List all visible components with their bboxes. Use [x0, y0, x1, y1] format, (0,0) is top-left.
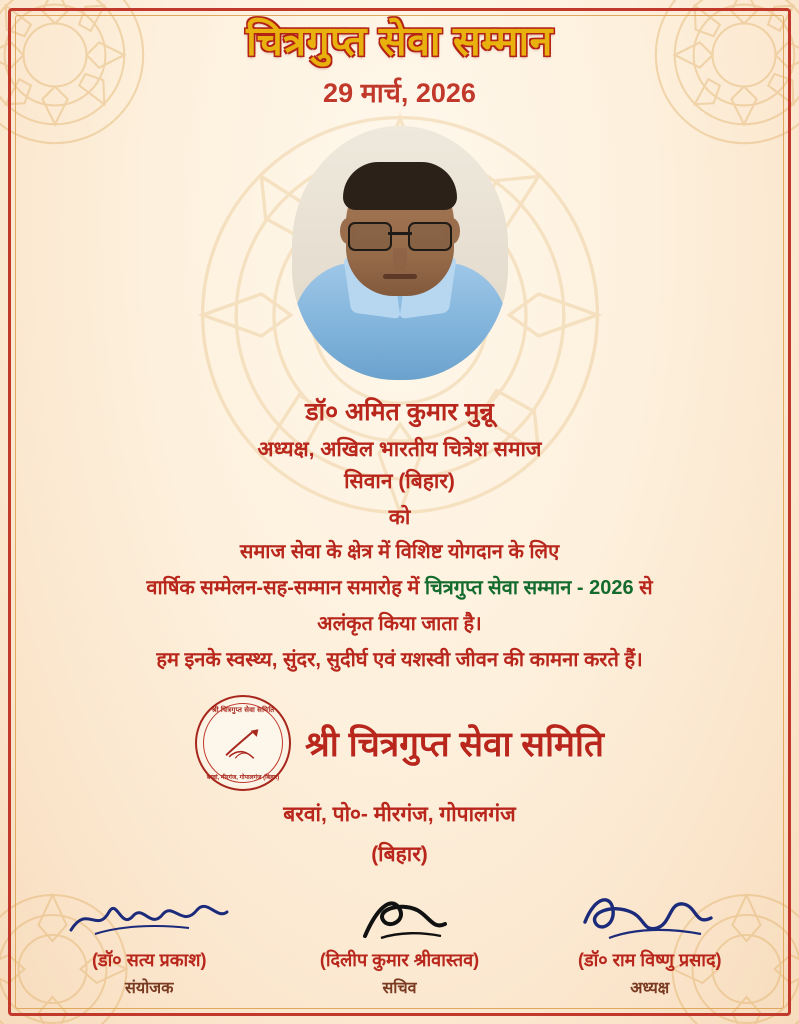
honoree-photo-frame	[292, 126, 508, 380]
signature-block-secretary	[276, 888, 523, 998]
quill-and-hand-icon	[220, 726, 266, 760]
honoree-to-word: को	[388, 506, 411, 530]
honoree-designation: अध्यक्ष, अखिल भारतीय चित्रेश समाज	[257, 438, 542, 462]
eyeglasses-icon	[348, 222, 452, 248]
signatory-name: (दिलीप कुमार श्रीवास्तव)	[319, 950, 480, 970]
signature-mark-icon	[276, 888, 523, 946]
signature-mark-icon	[527, 888, 774, 946]
citation-text	[34, 537, 765, 675]
citation-line-2-post: से	[633, 577, 653, 600]
signatory-role: संयोजक	[125, 980, 174, 997]
society-block	[0, 695, 799, 870]
signature-block-convener	[26, 888, 273, 998]
signature-mark-icon	[26, 888, 273, 946]
certificate-title: चित्रगुप्त सेवा सम्मान	[246, 18, 553, 64]
society-address-line-1: बरवां, पो०- मीरगंज, गोपालगंज	[283, 803, 516, 827]
society-address-line-2: (बिहार)	[371, 842, 428, 866]
citation-line-1: समाज सेवा के क्षेत्र में विशिष्ट योगदान के लिए	[239, 541, 560, 564]
citation-line-2-pre: वार्षिक सम्मेलन-सह-सम्मान समारोह में	[146, 577, 425, 600]
signatory-name: (डॉ० राम विष्णु प्रसाद)	[577, 950, 722, 970]
honoree-place: सिवान (बिहार)	[344, 469, 455, 493]
citation-line-2	[34, 573, 765, 603]
award-name-highlight: चित्रगुप्त सेवा सम्मान - 2026	[424, 577, 634, 600]
certificate-date: 29 मार्च, 2026	[323, 78, 476, 109]
society-name: श्री चित्रगुप्त सेवा समिति	[305, 724, 604, 764]
citation-line-3: अलंकृत किया जाता है।	[317, 613, 482, 636]
society-seal-icon	[195, 695, 291, 791]
signatory-role: अध्यक्ष	[630, 980, 670, 997]
certificate-body	[0, 394, 799, 675]
seal-bottom-text: बरवां, मीरगंज, गोपालगंज (बिहार)	[206, 775, 280, 782]
signatory-name: (डॉ० सत्य प्रकाश)	[92, 950, 207, 970]
citation-line-4: हम इनके स्वस्थ्य, सुंदर, सुदीर्घ एवं यशस्वी जीवन की कामना करते हैं।	[156, 649, 643, 672]
signature-row	[26, 888, 773, 998]
certificate-header	[0, 0, 799, 110]
signatory-role: सचिव	[382, 980, 417, 997]
honoree-photo	[292, 126, 508, 380]
signature-block-president	[527, 888, 774, 998]
honoree-name: डॉ० अमित कुमार मुन्नू	[305, 398, 494, 427]
seal-top-text: श्री चित्रगुप्त सेवा समिति	[211, 707, 275, 715]
